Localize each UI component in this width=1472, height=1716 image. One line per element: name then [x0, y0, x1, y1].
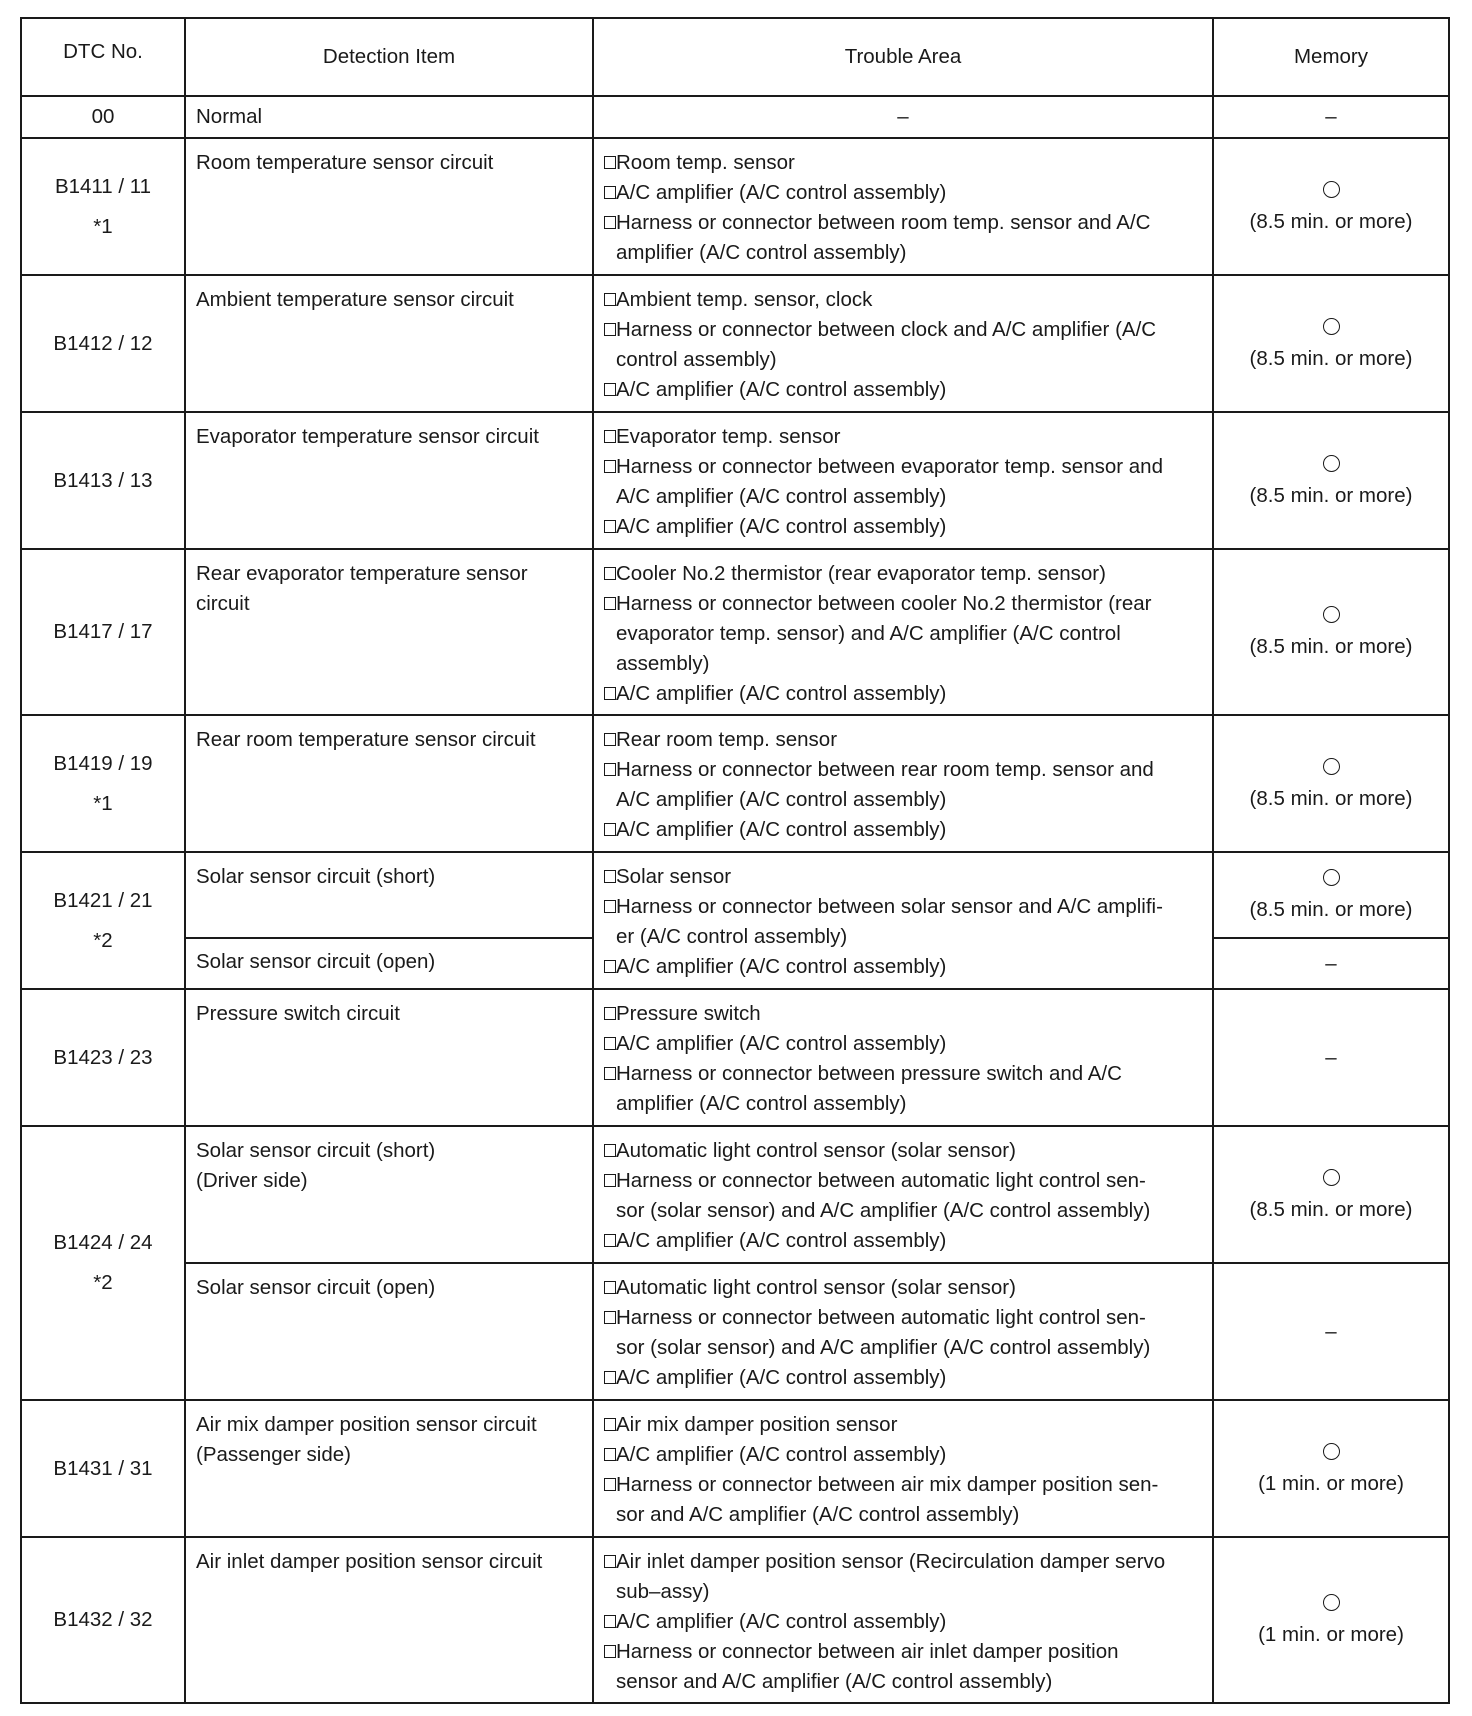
dtc-code [21, 96, 185, 138]
item-text: circuit [196, 592, 250, 615]
trouble-area [593, 852, 1213, 989]
trouble-line [604, 1089, 1204, 1119]
detection-item [185, 412, 593, 549]
item-text: Normal [196, 105, 263, 128]
checkbox-square-icon [604, 460, 616, 473]
checkbox-square-icon [604, 1234, 616, 1247]
dtc-code [21, 1537, 185, 1703]
checkbox-square-icon [604, 1371, 616, 1384]
detection-item [185, 938, 593, 989]
code-text: B1432 / 32 [53, 1608, 153, 1631]
trouble-line [604, 1500, 1204, 1530]
trouble-line [604, 725, 1204, 755]
memory-text: (8.5 min. or more) [1249, 1197, 1413, 1221]
trouble-text: Harness or connector between air mix damper position sen- [616, 1473, 1159, 1496]
checkbox-square-icon [604, 216, 616, 229]
checkbox-square-icon [604, 1037, 616, 1050]
memory [1213, 1537, 1449, 1703]
checkbox-square-icon [604, 1067, 616, 1080]
checkbox-square-icon [604, 823, 616, 836]
trouble-text: Air mix damper position sensor [616, 1413, 898, 1436]
trouble-line [604, 1607, 1204, 1637]
checkbox-square-icon [604, 870, 616, 883]
code-text: B1413 / 13 [53, 468, 153, 492]
detection-item [185, 989, 593, 1126]
trouble-line [604, 208, 1204, 238]
checkbox-square-icon [604, 383, 616, 396]
item-text: Solar sensor circuit (open) [196, 950, 436, 973]
trouble-line [604, 238, 1204, 268]
trouble-line [604, 815, 1204, 845]
trouble-text: sensor and A/C amplifier (A/C control assembly) [616, 1670, 1053, 1693]
header-row [21, 18, 1449, 96]
header-trouble-area: Trouble Area [593, 18, 1213, 96]
checkbox-square-icon [604, 1615, 616, 1628]
trouble-area [593, 1537, 1213, 1703]
table-row [21, 549, 1449, 715]
item-text: (Driver side) [196, 1169, 308, 1192]
checkbox-square-icon [604, 323, 616, 336]
checkbox-square-icon [604, 156, 616, 169]
item-text: Rear evaporator temperature sensor [196, 562, 528, 585]
detection-item [185, 1537, 593, 1703]
trouble-line [604, 862, 1204, 892]
checkbox-square-icon [604, 900, 616, 913]
dtc-code [21, 412, 185, 549]
trouble-line [604, 285, 1204, 315]
memory-circle-icon [1323, 606, 1340, 623]
dtc-code [21, 549, 185, 715]
trouble-line [604, 178, 1204, 208]
memory [1213, 1126, 1449, 1263]
footnote-mark: *1 [93, 214, 113, 238]
checkbox-square-icon [604, 763, 616, 776]
dtc-code [21, 1126, 185, 1400]
trouble-text: control assembly) [616, 348, 777, 371]
memory [1213, 275, 1449, 412]
dtc-code [21, 989, 185, 1126]
trouble-line [604, 785, 1204, 815]
trouble-text: Cooler No.2 thermistor (rear evaporator temp. sensor) [616, 562, 1106, 585]
trouble-line [604, 1470, 1204, 1500]
trouble-line [604, 1166, 1204, 1196]
memory-text: (8.5 min. or more) [1249, 346, 1413, 370]
trouble-line [604, 1410, 1204, 1440]
trouble-line [604, 482, 1204, 512]
dtc-code [21, 715, 185, 852]
detection-item [185, 852, 593, 938]
detection-item [185, 1263, 593, 1400]
checkbox-square-icon [604, 567, 616, 580]
trouble-line [604, 148, 1204, 178]
trouble-area [593, 96, 1213, 138]
table-row [21, 275, 1449, 412]
trouble-text: Harness or connector between evaporator temp. sensor and [616, 455, 1163, 478]
dtc-table [20, 17, 1450, 1704]
code-text: B1423 / 23 [53, 1045, 153, 1069]
table-row [21, 138, 1449, 275]
trouble-text: Harness or connector between cooler No.2 thermistor (rear [616, 592, 1152, 615]
trouble-text: evaporator temp. sensor) and A/C amplifier (A/C control [616, 622, 1121, 645]
trouble-text: A/C amplifier (A/C control assembly) [616, 682, 947, 705]
checkbox-square-icon [604, 1645, 616, 1658]
checkbox-square-icon [604, 293, 616, 306]
memory [1213, 938, 1449, 989]
trouble-area [593, 1400, 1213, 1537]
checkbox-square-icon [604, 1007, 616, 1020]
dtc-code [21, 138, 185, 275]
memory [1213, 412, 1449, 549]
trouble-line [604, 1136, 1204, 1166]
trouble-line [604, 1196, 1204, 1226]
memory-text: (8.5 min. or more) [1249, 483, 1413, 507]
trouble-text: Harness or connector between air inlet damper position [616, 1640, 1119, 1663]
memory [1213, 989, 1449, 1126]
trouble-line [604, 589, 1204, 619]
checkbox-square-icon [604, 186, 616, 199]
trouble-text: A/C amplifier (A/C control assembly) [616, 1443, 947, 1466]
item-text: Solar sensor circuit (open) [196, 1276, 436, 1299]
memory-text: (8.5 min. or more) [1249, 786, 1413, 810]
memory [1213, 715, 1449, 852]
item-text: Solar sensor circuit (short) [196, 865, 436, 888]
footnote-mark: *2 [93, 928, 113, 952]
trouble-text: Solar sensor [616, 865, 732, 888]
table-row [21, 1126, 1449, 1263]
memory-text: (8.5 min. or more) [1249, 635, 1413, 658]
trouble-line [604, 755, 1204, 785]
trouble-text: assembly) [616, 652, 710, 675]
memory [1213, 852, 1449, 938]
detection-item [185, 1126, 593, 1263]
code-text: B1411 / 11 [54, 174, 152, 198]
trouble-line [604, 1440, 1204, 1470]
table-row [21, 852, 1449, 938]
dtc-code [21, 275, 185, 412]
checkbox-square-icon [604, 960, 616, 973]
trouble-text: sor and A/C amplifier (A/C control assembly) [616, 1503, 1020, 1526]
trouble-text: sub–assy) [616, 1580, 710, 1603]
trouble-line [604, 452, 1204, 482]
item-text: Air mix damper position sensor circuit [196, 1413, 537, 1436]
trouble-text: A/C amplifier (A/C control assembly) [616, 1229, 947, 1252]
trouble-text: A/C amplifier (A/C control assembly) [616, 818, 947, 841]
trouble-line [604, 952, 1204, 982]
checkbox-square-icon [604, 1555, 616, 1568]
trouble-text: sor (solar sensor) and A/C amplifier (A/C control assembly) [616, 1199, 1151, 1222]
code-text: B1424 / 24 [53, 1231, 153, 1254]
table-row [21, 1263, 1449, 1400]
trouble-line [604, 315, 1204, 345]
memory-circle-icon [1323, 455, 1340, 472]
trouble-line [604, 679, 1204, 709]
footnote-mark: *2 [93, 1271, 113, 1294]
trouble-line [604, 619, 1204, 649]
trouble-text: A/C amplifier (A/C control assembly) [616, 1032, 947, 1055]
code-text: 00 [91, 105, 115, 128]
trouble-line [604, 1303, 1204, 1333]
dash-text: – [1325, 1045, 1337, 1069]
trouble-line [604, 1273, 1204, 1303]
item-text: Air inlet damper position sensor circuit [196, 1550, 543, 1573]
checkbox-square-icon [604, 733, 616, 746]
memory-circle-icon [1323, 318, 1340, 335]
item-text: Solar sensor circuit (short) [196, 1139, 436, 1162]
memory-circle-icon [1323, 758, 1340, 775]
trouble-line [604, 1363, 1204, 1393]
memory-circle-icon [1323, 1443, 1340, 1460]
trouble-text: Harness or connector between rear room temp. sensor and [616, 758, 1154, 781]
code-text: B1417 / 17 [53, 620, 153, 643]
detection-item [185, 96, 593, 138]
memory [1213, 1400, 1449, 1537]
trouble-area [593, 1126, 1213, 1263]
memory [1213, 96, 1449, 138]
trouble-text: Air inlet damper position sensor (Recirculation damper servo [616, 1550, 1166, 1573]
trouble-line [604, 559, 1204, 589]
table-row [21, 96, 1449, 138]
code-text: B1412 / 12 [53, 331, 153, 355]
detection-item [185, 549, 593, 715]
footnote-mark: *1 [93, 791, 113, 815]
code-text: B1419 / 19 [53, 751, 153, 775]
detection-item [185, 715, 593, 852]
checkbox-square-icon [604, 687, 616, 700]
trouble-text: A/C amplifier (A/C control assembly) [616, 515, 947, 538]
trouble-line [604, 649, 1204, 679]
trouble-text: Harness or connector between room temp. sensor and A/C [616, 211, 1151, 234]
dtc-code [21, 852, 185, 989]
dtc-code [21, 1400, 185, 1537]
detection-item [185, 138, 593, 275]
trouble-text: Rear room temp. sensor [616, 728, 838, 751]
memory [1213, 549, 1449, 715]
detection-item [185, 275, 593, 412]
trouble-text: Harness or connector between clock and A/C amplifier (A/C [616, 318, 1157, 341]
detection-item [185, 1400, 593, 1537]
trouble-text: A/C amplifier (A/C control assembly) [616, 788, 947, 811]
trouble-text: Harness or connector between automatic light control sen- [616, 1169, 1146, 1192]
trouble-line [604, 345, 1204, 375]
trouble-text: Ambient temp. sensor, clock [616, 288, 873, 311]
trouble-line [604, 1547, 1204, 1577]
trouble-text: A/C amplifier (A/C control assembly) [616, 485, 947, 508]
trouble-line [604, 1667, 1204, 1697]
trouble-text: A/C amplifier (A/C control assembly) [616, 1610, 947, 1633]
item-text: Evaporator temperature sensor circuit [196, 425, 539, 448]
table-row [21, 1400, 1449, 1537]
memory-text: (8.5 min. or more) [1249, 898, 1413, 921]
trouble-line [604, 1226, 1204, 1256]
header-detection-item: Detection Item [185, 18, 593, 96]
checkbox-square-icon [604, 1174, 616, 1187]
dash-text: – [897, 105, 909, 128]
trouble-area [593, 138, 1213, 275]
trouble-text: Room temp. sensor [616, 151, 795, 174]
trouble-line [604, 1029, 1204, 1059]
table-row [21, 1537, 1449, 1703]
trouble-area [593, 412, 1213, 549]
trouble-area [593, 275, 1213, 412]
trouble-line [604, 922, 1204, 952]
trouble-text: A/C amplifier (A/C control assembly) [616, 181, 947, 204]
table-row [21, 412, 1449, 549]
memory-circle-icon [1323, 1169, 1340, 1186]
memory-circle-icon [1323, 869, 1340, 886]
trouble-area [593, 549, 1213, 715]
checkbox-square-icon [604, 1281, 616, 1294]
trouble-area [593, 1263, 1213, 1400]
memory-circle-icon [1323, 181, 1340, 198]
trouble-line [604, 1577, 1204, 1607]
table-row [21, 989, 1449, 1126]
checkbox-square-icon [604, 1311, 616, 1324]
item-text: Rear room temperature sensor circuit [196, 728, 536, 751]
trouble-text: A/C amplifier (A/C control assembly) [616, 378, 947, 401]
item-text: (Passenger side) [196, 1443, 351, 1466]
dash-text: – [1325, 105, 1337, 128]
checkbox-square-icon [604, 1418, 616, 1431]
trouble-text: Automatic light control sensor (solar sensor) [616, 1276, 1016, 1299]
trouble-line [604, 1059, 1204, 1089]
trouble-text: Automatic light control sensor (solar sensor) [616, 1139, 1016, 1162]
checkbox-square-icon [604, 430, 616, 443]
dash-text: – [1325, 1319, 1337, 1343]
trouble-line [604, 375, 1204, 405]
checkbox-square-icon [604, 1478, 616, 1491]
checkbox-square-icon [604, 1448, 616, 1461]
trouble-text: Harness or connector between solar sensor and A/C amplifi- [616, 895, 1163, 918]
dash-text: – [1325, 951, 1337, 975]
trouble-area [593, 715, 1213, 852]
checkbox-square-icon [604, 520, 616, 533]
trouble-text: amplifier (A/C control assembly) [616, 1092, 907, 1115]
trouble-text: Pressure switch [616, 1002, 761, 1025]
trouble-text: er (A/C control assembly) [616, 925, 848, 948]
trouble-text: Harness or connector between automatic light control sen- [616, 1306, 1146, 1329]
memory-text: (1 min. or more) [1258, 1471, 1404, 1495]
memory [1213, 138, 1449, 275]
trouble-line [604, 422, 1204, 452]
trouble-line [604, 1333, 1204, 1363]
header-memory: Memory [1213, 18, 1449, 96]
trouble-text: Evaporator temp. sensor [616, 425, 841, 448]
trouble-text: A/C amplifier (A/C control assembly) [616, 955, 947, 978]
item-text: Room temperature sensor circuit [196, 151, 494, 174]
header-dtc: DTC No. [21, 18, 185, 96]
trouble-line [604, 999, 1204, 1029]
item-text: Pressure switch circuit [196, 1002, 400, 1025]
code-text: B1431 / 31 [53, 1456, 153, 1480]
trouble-text: A/C amplifier (A/C control assembly) [616, 1366, 947, 1389]
table-row [21, 715, 1449, 852]
trouble-line [604, 512, 1204, 542]
checkbox-square-icon [604, 597, 616, 610]
trouble-text: sor (solar sensor) and A/C amplifier (A/C control assembly) [616, 1336, 1151, 1359]
item-text: Ambient temperature sensor circuit [196, 288, 514, 311]
trouble-area [593, 989, 1213, 1126]
code-text: B1421 / 21 [53, 888, 153, 912]
memory-text: (8.5 min. or more) [1249, 209, 1413, 233]
memory [1213, 1263, 1449, 1400]
trouble-text: amplifier (A/C control assembly) [616, 241, 907, 264]
trouble-line [604, 1637, 1204, 1667]
checkbox-square-icon [604, 1144, 616, 1157]
trouble-line [604, 892, 1204, 922]
trouble-text: Harness or connector between pressure switch and A/C [616, 1062, 1122, 1085]
memory-circle-icon [1323, 1594, 1340, 1611]
memory-text: (1 min. or more) [1258, 1623, 1404, 1646]
